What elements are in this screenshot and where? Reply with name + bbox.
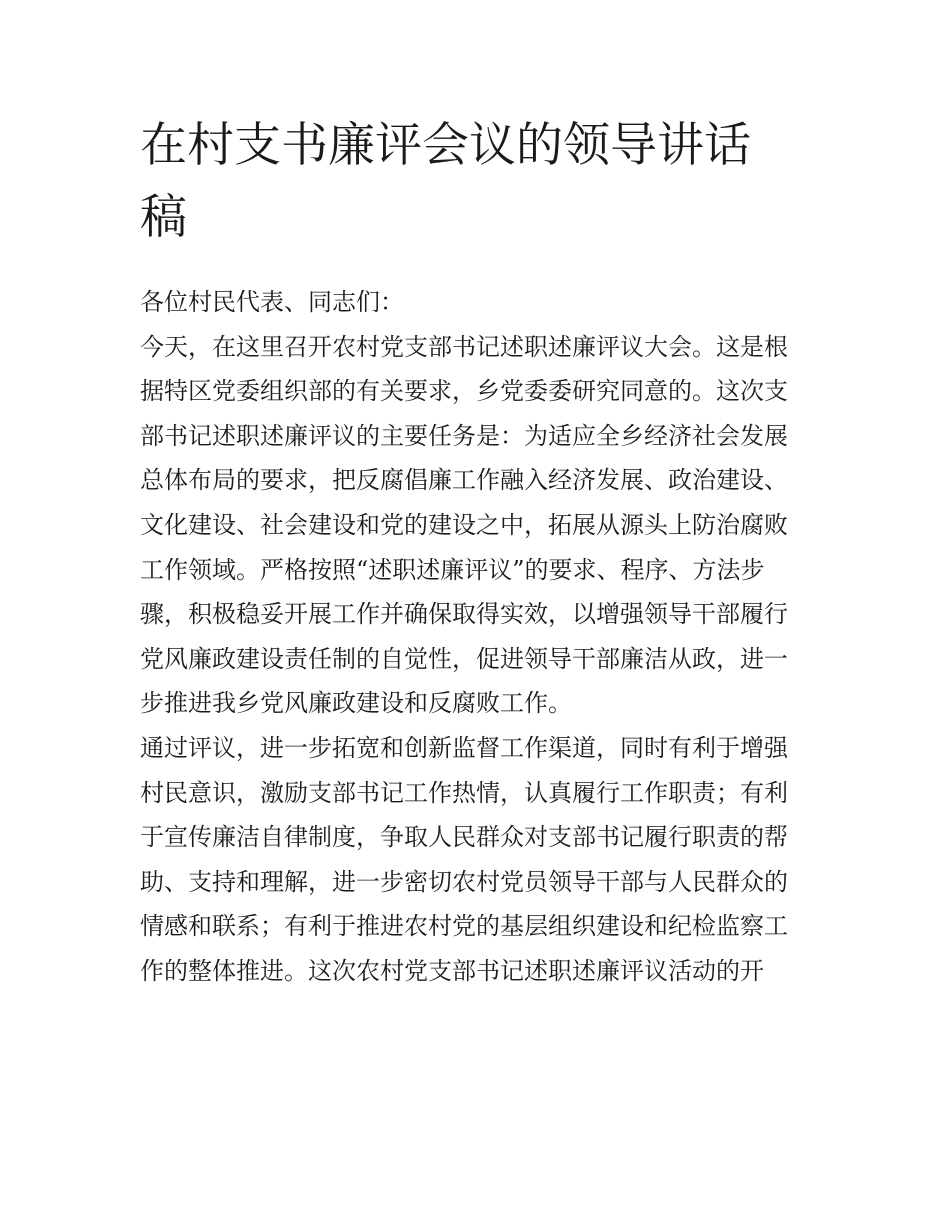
paragraph-1-line: 今天，在这里召开农村党支部书记述职述廉评议大会。这是根 <box>140 332 788 361</box>
paragraph-1-line: 据特区党委组织部的有关要求，乡党委委研究同意的。这次支 <box>140 377 788 406</box>
paragraph-1-line: 党风廉政建设责任制的自觉性，促进领导干部廉洁从政，进一 <box>140 644 788 673</box>
paragraph-2-line: 助、支持和理解，进一步密切农村党员领导干部与人民群众的 <box>140 867 788 896</box>
document-title <box>140 110 820 254</box>
title-line: 在村支书廉评会议的领导讲话 <box>140 118 751 173</box>
paragraph-1-line: 文化建设、社会建设和党的建设之中，拓展从源头上防治腐败 <box>140 510 788 539</box>
paragraph-2-line: 于宣传廉洁自律制度，争取人民群众对支部书记履行职责的帮 <box>140 823 788 852</box>
paragraph-1-line: 骤，积极稳妥开展工作并确保取得实效，以增强领导干部履行 <box>140 600 788 629</box>
paragraph-1-line: 工作领域。严格按照“述职述廉评议”的要求、程序、方法步 <box>140 555 765 584</box>
paragraph-2-line: 通过评议，进一步拓宽和创新监督工作渠道，同时有利于增强 <box>140 733 788 762</box>
paragraph-2-line: 作的整体推进。这次农村党支部书记述职述廉评议活动的开 <box>140 956 764 985</box>
paragraph-1-line: 总体布局的要求，把反腐倡廉工作融入经济发展、政治建设、 <box>140 466 788 495</box>
paragraph-1-line: 步推进我乡党风廉政建设和反腐败工作。 <box>140 689 572 718</box>
paragraph-2-line: 情感和联系；有利于推进农村党的基层组织建设和纪检监察工 <box>140 912 788 941</box>
paragraph-1-line: 部书记述职述廉评议的主要任务是：为适应全乡经济社会发展 <box>140 421 788 450</box>
salutation: 各位村民代表、同志们： <box>140 288 404 316</box>
title-line: 稿 <box>140 190 187 245</box>
paragraph-2-line: 村民意识，激励支部书记工作热情，认真履行工作职责；有利 <box>140 778 788 807</box>
document-body <box>140 280 830 994</box>
